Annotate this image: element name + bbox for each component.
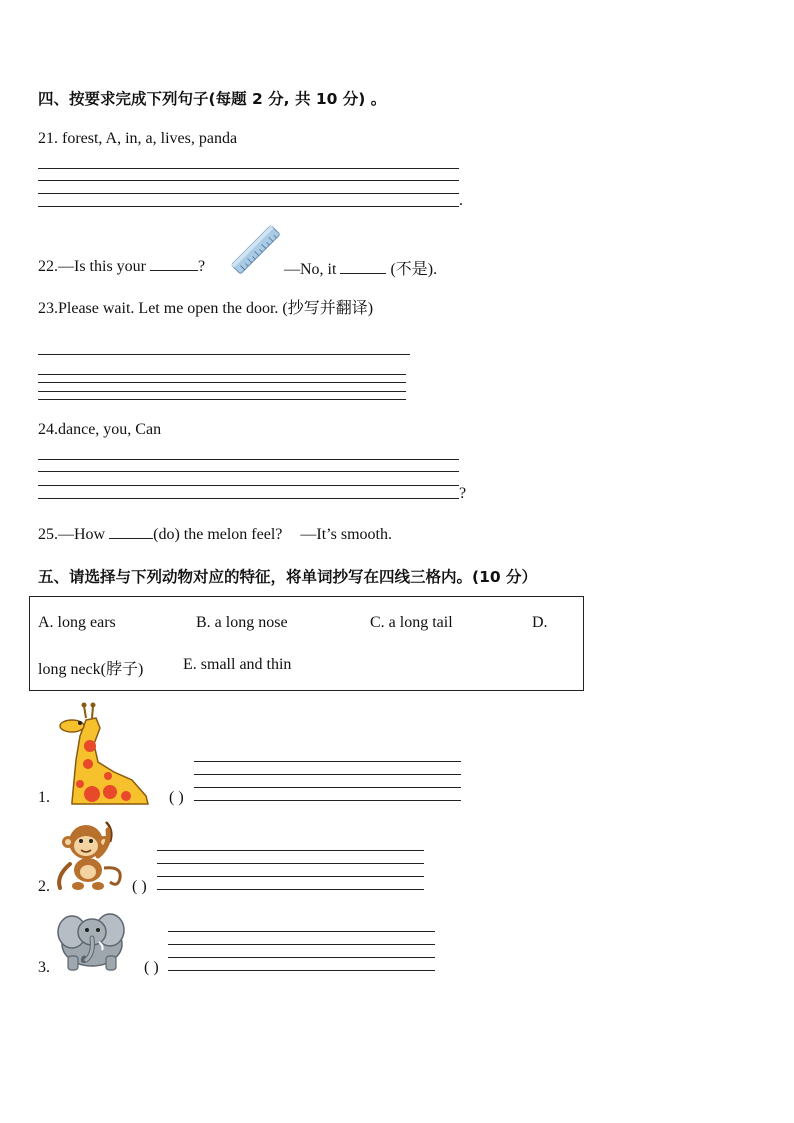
four-line-grid-item-1[interactable] — [194, 761, 461, 803]
translation-line-23[interactable] — [38, 354, 410, 356]
q25-blank[interactable] — [109, 524, 153, 539]
item-2-paren[interactable]: ( ) — [132, 878, 147, 895]
four-line-grid-23[interactable] — [38, 374, 406, 404]
option-c: C. a long tail — [370, 614, 453, 631]
four-line-grid-24[interactable] — [38, 459, 459, 501]
q22-blank-1[interactable] — [150, 256, 198, 271]
question-22-answer — [284, 256, 437, 279]
item-1-number: 1. — [38, 789, 50, 806]
elephant-icon — [52, 904, 132, 974]
question-24: 24.dance, you, Can — [38, 421, 162, 438]
item-1-paren[interactable]: ( ) — [169, 789, 184, 806]
q25-part1: 25.—How — [38, 526, 106, 543]
q22-part1: 22.—Is this your — [38, 258, 146, 275]
section5-heading: 五、请选择与下列动物对应的特征，将单词抄写在四线三格内。(10 分） — [38, 568, 538, 586]
q25-part3: —It’s smooth. — [300, 526, 392, 543]
four-line-grid-item-3[interactable] — [168, 931, 435, 973]
question-23: 23.Please wait. Let me open the door. (抄写并翻译) — [38, 300, 374, 317]
question-22 — [38, 256, 205, 276]
monkey-icon — [50, 816, 124, 892]
item-3-paren[interactable]: ( ) — [144, 959, 159, 976]
option-e: E. small and thin — [183, 656, 292, 673]
q22-qmark: ? — [198, 258, 206, 275]
item-3-number: 3. — [38, 959, 50, 976]
question-21: 21. forest, A, in, a, lives, panda — [38, 130, 238, 147]
section4-heading: 四、按要求完成下列句子(每题 2 分, 共 10 分) 。 — [38, 90, 387, 108]
option-d: D. — [532, 614, 548, 631]
giraffe-icon — [50, 700, 150, 804]
q24-end-mark: ? — [459, 485, 467, 502]
ruler-icon — [232, 226, 280, 274]
q25-part2: (do) the melon feel? — [153, 526, 283, 543]
q21-end-mark: . — [459, 192, 463, 209]
q22-part3: (不是). — [390, 261, 438, 278]
q22-part2: —No, it — [284, 261, 337, 278]
option-b: B. a long nose — [196, 614, 288, 631]
question-25 — [38, 524, 392, 544]
option-a: A. long ears — [38, 614, 116, 631]
q22-blank-2[interactable] — [340, 259, 386, 274]
four-line-grid-21[interactable] — [38, 168, 459, 208]
four-line-grid-item-2[interactable] — [157, 850, 424, 892]
item-2-number: 2. — [38, 878, 50, 895]
option-d-continued: long neck(脖子) — [38, 661, 144, 678]
